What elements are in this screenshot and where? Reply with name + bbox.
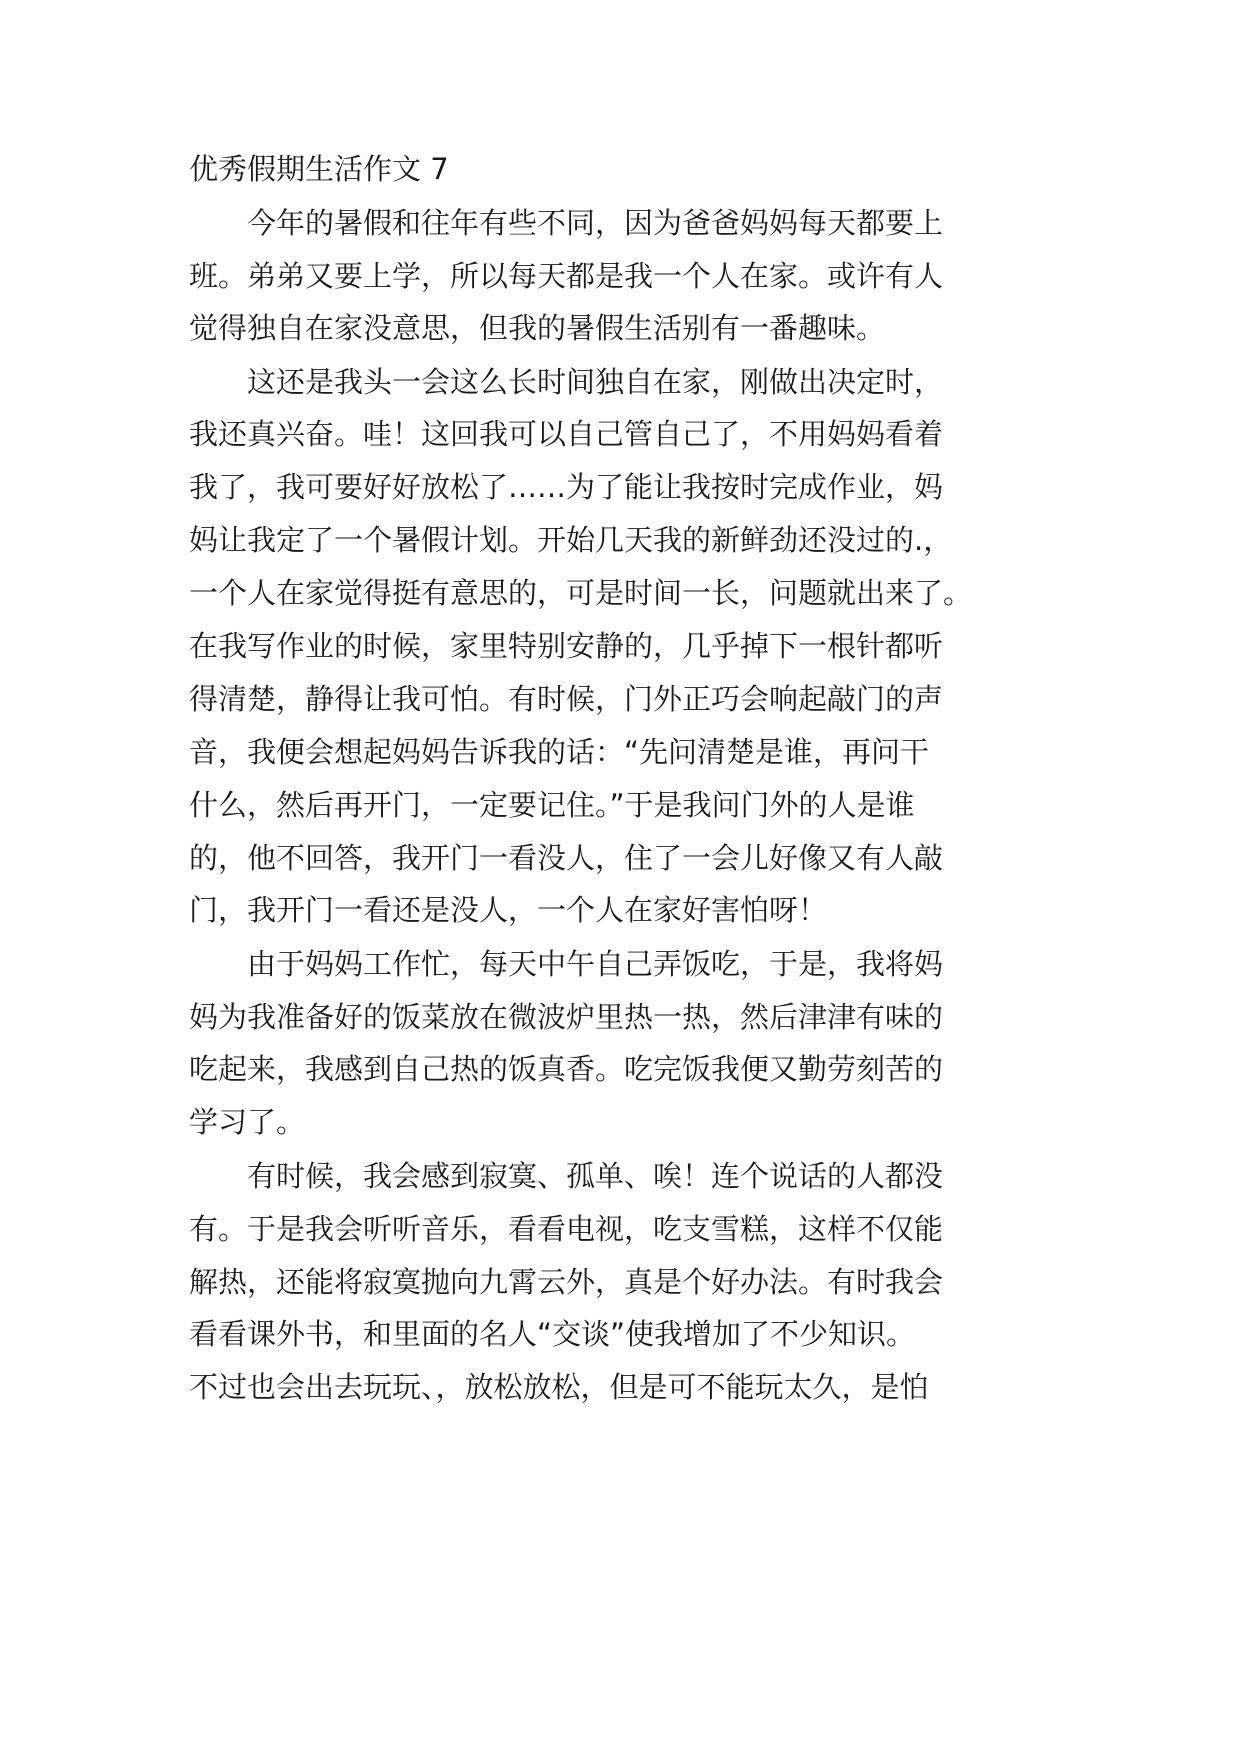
text-line: 由于妈妈工作忙，每天中午自己弄饭吃，于是，我将妈 (189, 947, 944, 981)
text-line: 觉得独自在家没意思，但我的暑假生活别有一番趣味。 (189, 311, 886, 345)
text-line: 解热，还能将寂寞抛向九霄云外，真是个好办法。有时我会 (189, 1265, 944, 1299)
essay-title: 优秀假期生活作文 7 (189, 152, 449, 186)
text-line: 什么，然后再开门，一定要记住。”于是我问门外的人是谁 (189, 788, 915, 822)
text-line: 看看课外书，和里面的名人“交谈”使我增加了不少知识。 (189, 1317, 916, 1351)
text-line: 在我写作业的时候，家里特别安静的，几乎掉下一根针都听 (189, 629, 944, 663)
text-line: 学习了。 (189, 1105, 306, 1139)
text-line: 得清楚，静得让我可怕。有时候，门外正巧会响起敲门的声 (189, 682, 944, 716)
text-line: 有。于是我会听听音乐，看看电视，吃支雪糕，这样不仅能 (189, 1212, 944, 1246)
text-line: 班。弟弟又要上学，所以每天都是我一个人在家。或许有人 (189, 259, 944, 293)
text-line: 有时候，我会感到寂寞、孤单、唉！连个说话的人都没 (189, 1159, 944, 1193)
text-line: 一个人在家觉得挺有意思的，可是时间一长，问题就出来了。 (189, 576, 973, 610)
text-line: 吃起来，我感到自己热的饭真香。吃完饭我便又勤劳刻苦的 (189, 1052, 944, 1086)
text-line: 门，我开门一看还是没人，一个人在家好害怕呀！ (189, 893, 828, 927)
text-line: 的，他不回答，我开门一看没人，住了一会儿好像又有人敲 (189, 841, 944, 875)
text-line: 我了，我可要好好放松了……为了能让我按时完成作业，妈 (189, 470, 944, 504)
text-line: 这还是我头一会这么长时间独自在家，刚做出决定时， (189, 365, 944, 399)
text-line: 妈为我准备好的饭菜放在微波炉里热一热，然后津津有味的 (189, 1000, 944, 1034)
text-line: 妈让我定了一个暑假计划。开始几天我的新鲜劲还没过的.， (189, 523, 953, 557)
text-line: 音，我便会想起妈妈告诉我的话：“先问清楚是谁，再问干 (189, 735, 930, 769)
text-line: 不过也会出去玩玩、，放松放松，但是可不能玩太久，是怕 (189, 1370, 929, 1404)
text-line: 我还真兴奋。哇！这回我可以自己管自己了，不用妈妈看着 (189, 417, 944, 451)
text-line: 今年的暑假和往年有些不同，因为爸爸妈妈每天都要上 (189, 206, 944, 240)
